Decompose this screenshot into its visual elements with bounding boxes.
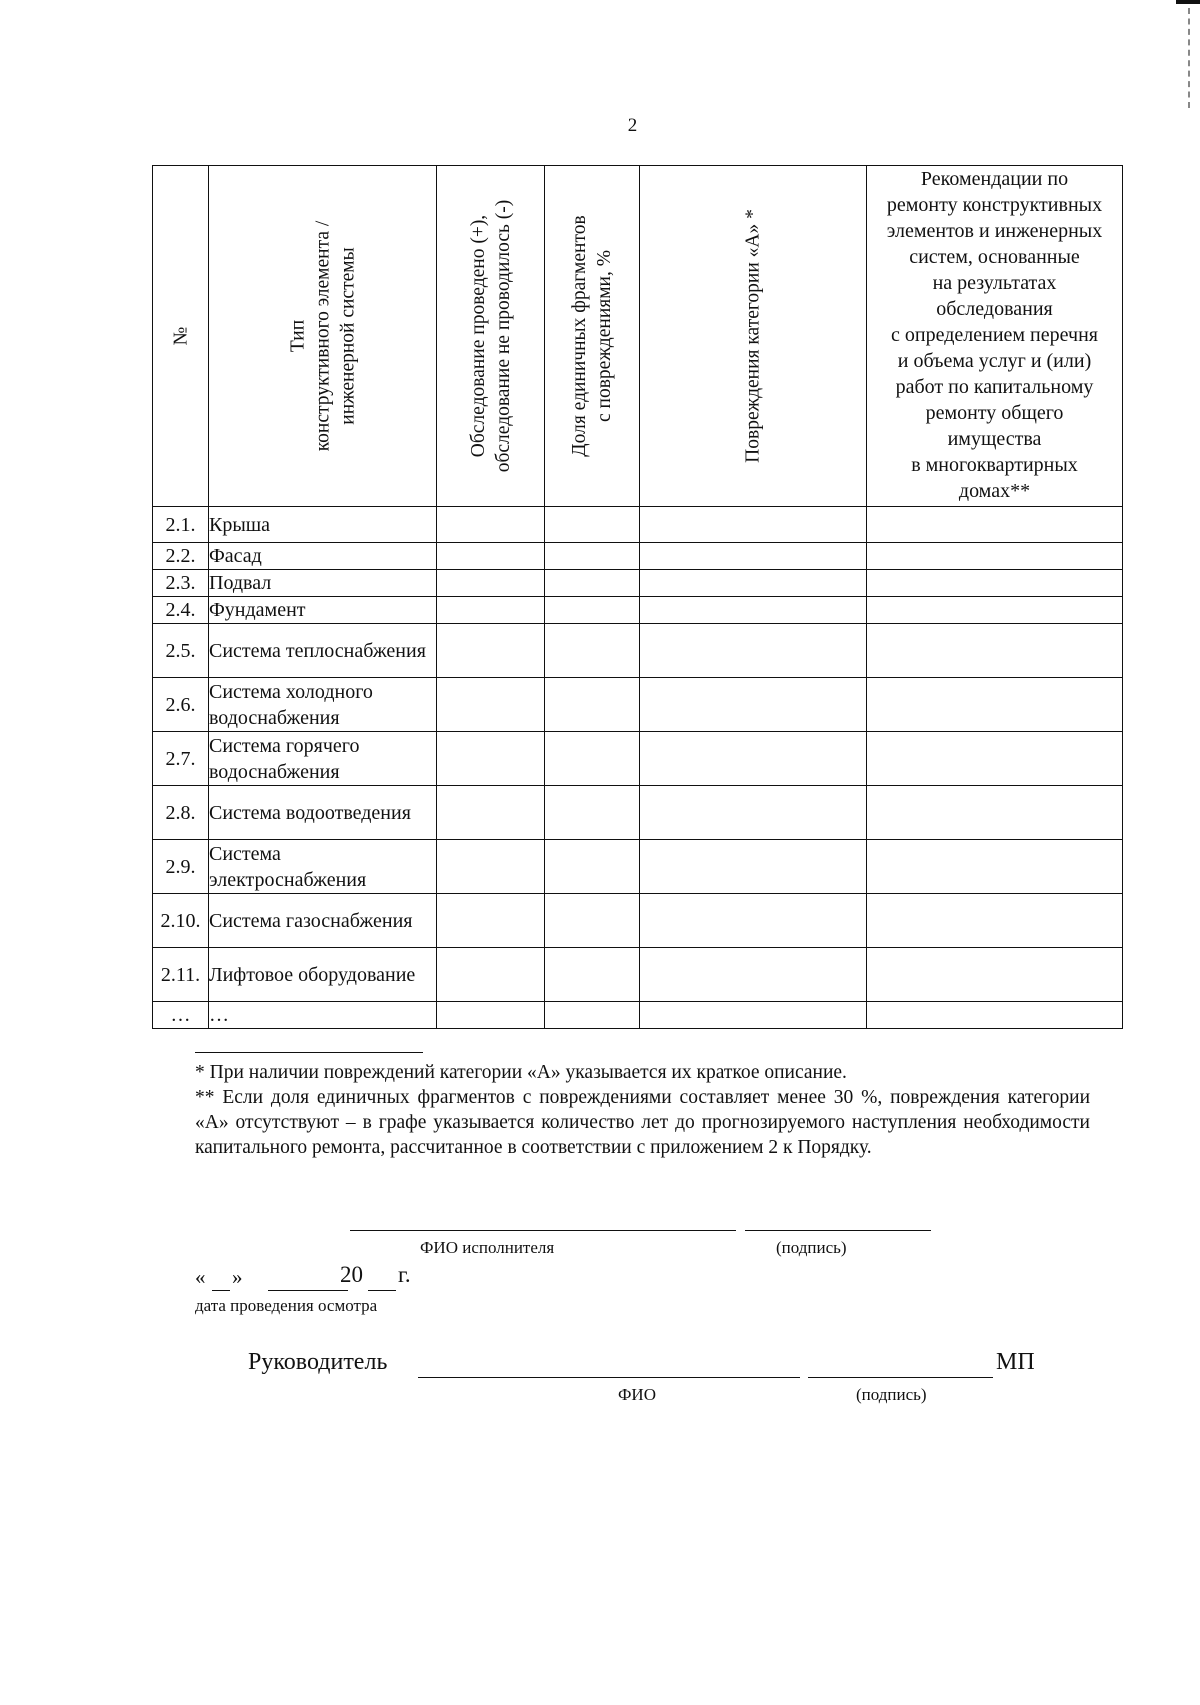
survey-cell xyxy=(437,624,545,678)
date-close-quote: » xyxy=(232,1265,243,1289)
row-number: 2.2. xyxy=(153,543,209,570)
inspection-table xyxy=(152,165,1123,1029)
header-damage-share: Доля единичных фрагментов с повреждениями, % xyxy=(545,166,640,507)
row-number: 2.6. xyxy=(153,678,209,732)
damage-cell xyxy=(640,543,867,570)
table-row xyxy=(153,1002,1123,1029)
survey-cell xyxy=(437,840,545,894)
scan-corner-mark xyxy=(1176,0,1200,4)
recommendation-cell xyxy=(867,570,1123,597)
head-signature-line xyxy=(808,1377,993,1378)
header-damage-category-a: Повреждения категории «А» * xyxy=(640,166,867,507)
share-cell xyxy=(545,543,640,570)
date-year-prefix: 20 xyxy=(340,1262,363,1287)
date-year-suffix: г. xyxy=(398,1262,411,1287)
row-element-name: Фасад xyxy=(209,543,437,570)
share-cell xyxy=(545,570,640,597)
row-number: 2.4. xyxy=(153,597,209,624)
survey-cell xyxy=(437,732,545,786)
damage-cell xyxy=(640,678,867,732)
row-element-name: Подвал xyxy=(209,570,437,597)
date-label: дата проведения осмотра xyxy=(195,1296,378,1315)
survey-cell xyxy=(437,507,545,543)
row-number: 2.5. xyxy=(153,624,209,678)
table-row xyxy=(153,678,1123,732)
row-element-name: Система горячего водоснабжения xyxy=(209,732,437,786)
head-signature-label: (подпись) xyxy=(856,1385,927,1404)
row-element-name: Система теплоснабжения xyxy=(209,624,437,678)
stamp-place: МП xyxy=(996,1349,1035,1375)
recommendation-cell xyxy=(867,624,1123,678)
share-cell xyxy=(545,597,640,624)
survey-cell xyxy=(437,948,545,1002)
survey-cell xyxy=(437,1002,545,1029)
row-element-name: … xyxy=(209,1002,437,1029)
header-number: № xyxy=(153,166,209,507)
head-title: Руководитель xyxy=(248,1349,388,1375)
share-cell xyxy=(545,840,640,894)
share-cell xyxy=(545,732,640,786)
damage-cell xyxy=(640,624,867,678)
row-element-name: Лифтовое оборудование xyxy=(209,948,437,1002)
table-row xyxy=(153,948,1123,1002)
table-row xyxy=(153,597,1123,624)
row-number: 2.9. xyxy=(153,840,209,894)
row-number: 2.8. xyxy=(153,786,209,840)
executor-signature-label: (подпись) xyxy=(776,1238,847,1257)
recommendation-cell xyxy=(867,894,1123,948)
row-number: 2.3. xyxy=(153,570,209,597)
damage-cell xyxy=(640,840,867,894)
table-row xyxy=(153,570,1123,597)
share-cell xyxy=(545,894,640,948)
share-cell xyxy=(545,507,640,543)
recommendation-cell xyxy=(867,678,1123,732)
row-element-name: Система водоотведения xyxy=(209,786,437,840)
survey-cell xyxy=(437,894,545,948)
row-element-name: Система газоснабжения xyxy=(209,894,437,948)
damage-cell xyxy=(640,507,867,543)
recommendation-cell xyxy=(867,948,1123,1002)
header-survey-status: Обследование проведено (+), обследование не проводилось (-) xyxy=(437,166,545,507)
row-number: 2.11. xyxy=(153,948,209,1002)
damage-cell xyxy=(640,732,867,786)
header-element-type: Тип конструктивного элемента / инженерной системы xyxy=(209,166,437,507)
row-number: 2.10. xyxy=(153,894,209,948)
table-row xyxy=(153,840,1123,894)
recommendation-cell xyxy=(867,786,1123,840)
table-row xyxy=(153,624,1123,678)
date-year-line xyxy=(368,1290,396,1291)
footnote-1: * При наличии повреждений категории «А» указывается их краткое описание. xyxy=(195,1062,847,1083)
damage-cell xyxy=(640,786,867,840)
executor-fio-line xyxy=(350,1230,736,1231)
damage-cell xyxy=(640,948,867,1002)
date-open-quote: « xyxy=(195,1265,206,1289)
share-cell xyxy=(545,624,640,678)
row-element-name: Система электроснабжения xyxy=(209,840,437,894)
table-row xyxy=(153,507,1123,543)
row-element-name: Система холодного водоснабжения xyxy=(209,678,437,732)
damage-cell xyxy=(640,1002,867,1029)
damage-cell xyxy=(640,597,867,624)
row-number: 2.1. xyxy=(153,507,209,543)
footnotes xyxy=(195,1060,1090,1160)
head-fio-line xyxy=(418,1377,800,1378)
page-number: 2 xyxy=(627,115,638,136)
table-row xyxy=(153,732,1123,786)
date-month-line xyxy=(268,1290,348,1291)
damage-cell xyxy=(640,894,867,948)
header-recommendations: Рекомендации по ремонту конструктивных элементов и инженерных систем, основанные на результатах обследования с определением перечня и объема услуг и (или) работ по капитальному ремонту общего имущества в многоквартирных домах** xyxy=(867,166,1123,507)
recommendation-cell xyxy=(867,840,1123,894)
damage-cell xyxy=(640,570,867,597)
share-cell xyxy=(545,948,640,1002)
recommendation-cell xyxy=(867,1002,1123,1029)
share-cell xyxy=(545,786,640,840)
footnote-2: ** Если доля единичных фрагментов с повреждениями составляет менее 30 %, повреждения категории «А» отсутствуют – в графе указывается количество лет до прогнозируемого наступления необходимости капитального ремонта, рассчитанное в соответствии с приложением 2 к Порядку. xyxy=(195,1087,1090,1158)
share-cell xyxy=(545,678,640,732)
table-header-row xyxy=(153,166,1123,507)
recommendation-cell xyxy=(867,732,1123,786)
row-element-name: Фундамент xyxy=(209,597,437,624)
recommendation-cell xyxy=(867,507,1123,543)
table-row xyxy=(153,786,1123,840)
survey-cell xyxy=(437,678,545,732)
survey-cell xyxy=(437,543,545,570)
row-number: 2.7. xyxy=(153,732,209,786)
executor-signature-line xyxy=(745,1230,931,1231)
row-element-name: Крыша xyxy=(209,507,437,543)
table-row xyxy=(153,543,1123,570)
table-row xyxy=(153,894,1123,948)
executor-fio-label: ФИО исполнителя xyxy=(420,1238,555,1257)
recommendation-cell xyxy=(867,597,1123,624)
survey-cell xyxy=(437,597,545,624)
scan-edge-mark xyxy=(1188,8,1192,108)
row-number: … xyxy=(153,1002,209,1029)
footnote-separator xyxy=(195,1052,423,1053)
survey-cell xyxy=(437,570,545,597)
share-cell xyxy=(545,1002,640,1029)
date-day-line xyxy=(212,1290,230,1291)
head-fio-label: ФИО xyxy=(618,1385,656,1404)
survey-cell xyxy=(437,786,545,840)
recommendation-cell xyxy=(867,543,1123,570)
